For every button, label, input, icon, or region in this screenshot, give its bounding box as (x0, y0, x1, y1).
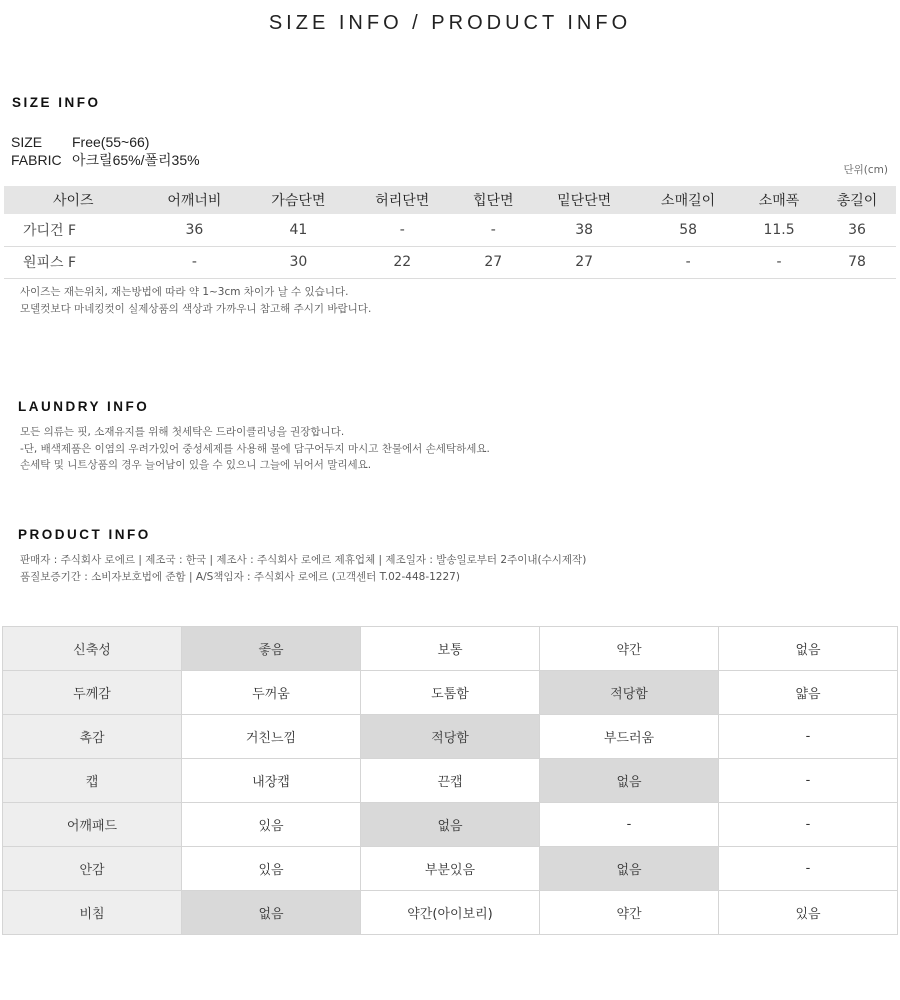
table-cell: 38 (532, 214, 636, 246)
feel-option: 약간 (540, 627, 719, 671)
table-cell: 27 (454, 246, 532, 278)
feel-row (3, 759, 898, 803)
column-header: 밑단단면 (532, 186, 636, 214)
size-value: Free(55~66) (72, 134, 150, 150)
feel-option: - (540, 803, 719, 847)
feel-table (2, 626, 898, 935)
size-table (4, 186, 896, 279)
column-header: 총길이 (818, 186, 896, 214)
table-cell: 36 (142, 214, 246, 246)
feel-option: 보통 (361, 627, 540, 671)
column-header: 허리단면 (350, 186, 454, 214)
size-label: SIZE (11, 134, 43, 150)
table-cell: 58 (636, 214, 740, 246)
feel-row (3, 715, 898, 759)
feel-row (3, 671, 898, 715)
table-cell: - (350, 214, 454, 246)
feel-option: 있음 (719, 891, 898, 935)
feel-option: 거친느낌 (182, 715, 361, 759)
table-cell: 가디건 F (4, 214, 142, 246)
size-notes (20, 284, 371, 317)
feel-option-selected: 없음 (361, 803, 540, 847)
feel-option-selected: 없음 (540, 847, 719, 891)
column-header: 가슴단면 (246, 186, 350, 214)
column-header: 사이즈 (4, 186, 142, 214)
table-cell: 41 (246, 214, 350, 246)
feel-option-selected: 적당함 (540, 671, 719, 715)
feel-option: 약간 (540, 891, 719, 935)
unit-label: 단위(cm) (843, 164, 888, 176)
feel-option: 없음 (719, 627, 898, 671)
size-info-heading: SIZE INFO (12, 95, 101, 110)
size-spec (11, 134, 149, 150)
table-cell: - (142, 246, 246, 278)
feel-option: 있음 (182, 847, 361, 891)
column-header: 어깨너비 (142, 186, 246, 214)
feel-option: - (719, 759, 898, 803)
note-line: 모델컷보다 마네킹컷이 실제상품의 색상과 가까우니 참고해 주시기 바랍니다. (20, 302, 372, 315)
feel-option-selected: 없음 (182, 891, 361, 935)
feel-option: - (719, 803, 898, 847)
feel-row (3, 803, 898, 847)
feel-option: 약간(아이보리) (361, 891, 540, 935)
fabric-label: FABRIC (11, 152, 62, 168)
note-line: 품질보증기간 : 소비자보호법에 준함 | A/S책임자 : 주식회사 로에르 (고객센터 T.02-448-1227) (20, 570, 460, 583)
fabric-spec (11, 150, 200, 170)
feel-option: - (719, 715, 898, 759)
laundry-notes (20, 424, 490, 474)
table-cell: 27 (532, 246, 636, 278)
table-cell: - (636, 246, 740, 278)
table-cell: 30 (246, 246, 350, 278)
feel-option-selected: 좋음 (182, 627, 361, 671)
feel-row-label: 캡 (3, 759, 182, 803)
table-cell: 원피스 F (4, 246, 142, 278)
feel-row (3, 891, 898, 935)
feel-row-label: 어깨패드 (3, 803, 182, 847)
feel-row-label: 신축성 (3, 627, 182, 671)
feel-option-selected: 없음 (540, 759, 719, 803)
note-line: 모든 의류는 핏, 소재유지를 위해 첫세탁은 드라이클리닝을 권장합니다. (20, 426, 345, 438)
table-cell: - (740, 246, 818, 278)
note-line: -단, 배색제품은 이염의 우려가있어 중성세제를 사용해 물에 담구어두지 마시고 찬물에서 손세탁하세요. (20, 442, 490, 455)
feel-option: - (719, 847, 898, 891)
feel-row-label: 두께감 (3, 671, 182, 715)
feel-option: 있음 (182, 803, 361, 847)
note-line: 사이즈는 재는위치, 재는방법에 따라 약 1~3cm 차이가 날 수 있습니다. (20, 286, 349, 298)
feel-option: 끈캡 (361, 759, 540, 803)
table-row (4, 246, 896, 278)
feel-option: 내장캡 (182, 759, 361, 803)
feel-option: 부분있음 (361, 847, 540, 891)
table-cell: 11.5 (740, 214, 818, 246)
feel-row-label: 촉감 (3, 715, 182, 759)
feel-option-selected: 적당함 (361, 715, 540, 759)
table-cell: 22 (350, 246, 454, 278)
table-row (4, 214, 896, 246)
table-cell: - (454, 214, 532, 246)
column-header: 소매길이 (636, 186, 740, 214)
column-header: 힙단면 (454, 186, 532, 214)
table-cell: 36 (818, 214, 896, 246)
product-info-heading: PRODUCT INFO (18, 527, 151, 542)
feel-row-label: 안감 (3, 847, 182, 891)
laundry-info-heading: LAUNDRY INFO (18, 399, 150, 414)
size-table-header (4, 186, 896, 214)
column-header: 소매폭 (740, 186, 818, 214)
feel-option: 얇음 (719, 671, 898, 715)
feel-option: 두꺼움 (182, 671, 361, 715)
fabric-value: 아크릴65%/폴리35% (72, 152, 200, 168)
note-line: 판매자 : 주식회사 로에르 | 제조국 : 한국 | 제조사 : 주식회사 로에르 제휴업체 | 제조일자 : 발송일로부터 2주이내(수시제작) (20, 554, 587, 566)
feel-row (3, 847, 898, 891)
table-cell: 78 (818, 246, 896, 278)
feel-row-label: 비침 (3, 891, 182, 935)
note-line: 손세탁 및 니트상품의 경우 늘어남이 있을 수 있으니 그늘에 뉘어서 말리세요. (20, 459, 372, 471)
page-title: SIZE INFO / PRODUCT INFO (268, 12, 632, 34)
feel-row (3, 627, 898, 671)
feel-option: 부드러움 (540, 715, 719, 759)
feel-option: 도톰함 (361, 671, 540, 715)
product-notes (20, 552, 586, 585)
